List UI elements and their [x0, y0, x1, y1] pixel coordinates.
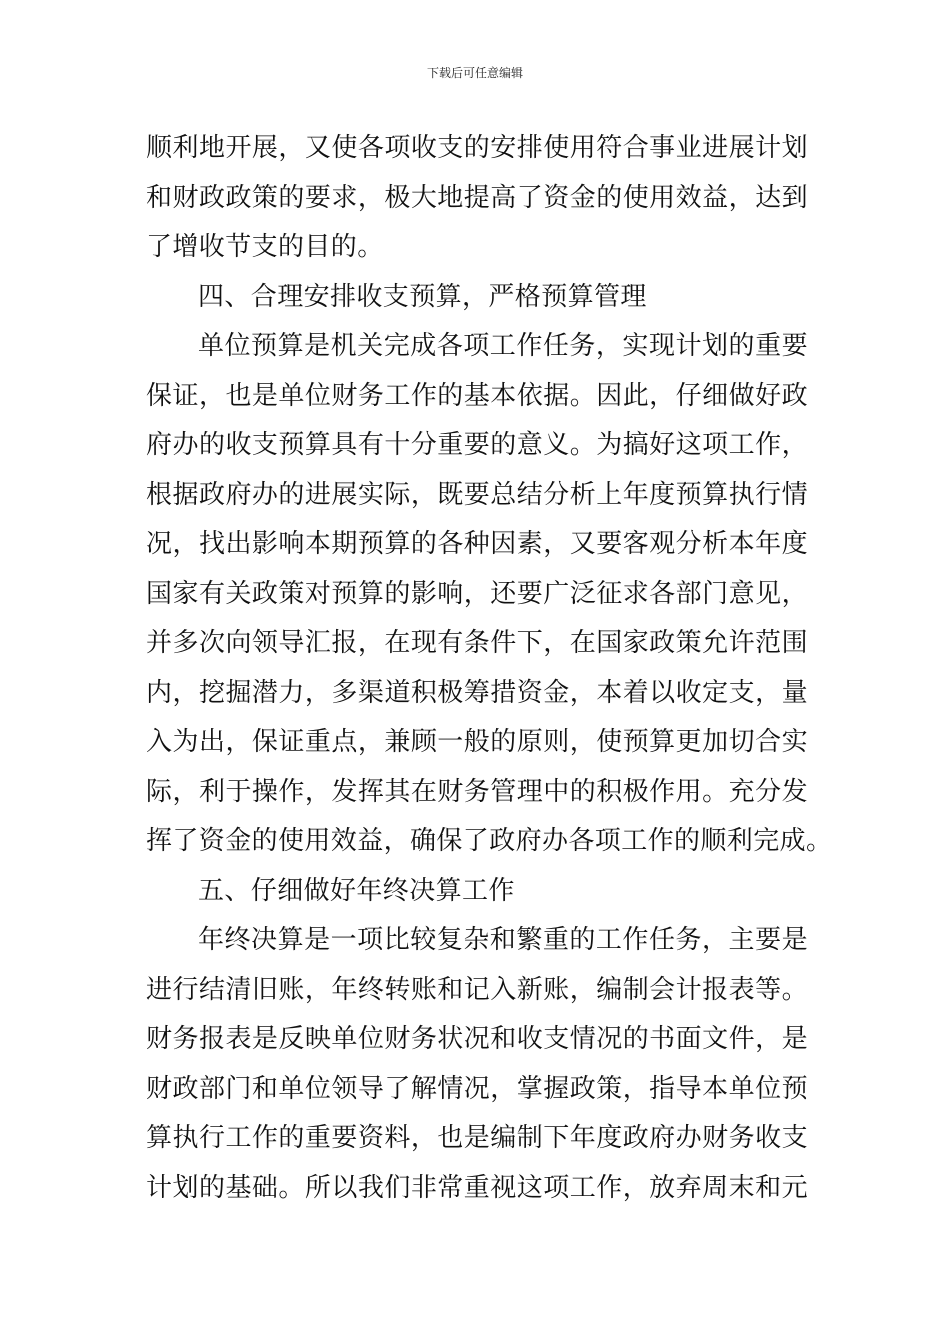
paragraph-line: 财政部门和单位领导了解情况，掌握政策，指导本单位预 — [146, 1073, 808, 1104]
paragraph-line: 入为出，保证重点，兼顾一般的原则，使预算更加切合实 — [146, 727, 808, 757]
paragraph-line: 保证，也是单位财务工作的基本依据。因此，仔细做好政 — [146, 380, 808, 411]
page-header-note: 下载后可任意编辑 — [426, 66, 523, 80]
paragraph-line: 和财政政策的要求，极大地提高了资金的使用效益，达到 — [146, 182, 808, 213]
paragraph-line: 年终决算是一项比较复杂和繁重的工作任务，主要是 — [198, 925, 808, 955]
paragraph-line: 国家有关政策对预算的影响，还要广泛征求各部门意见， — [146, 578, 808, 609]
paragraph-line: 况，找出影响本期预算的各种因素，又要客观分析本年度 — [146, 529, 808, 559]
paragraph-line: 挥了资金的使用效益，确保了政府办各项工作的顺利完成。 — [146, 826, 833, 856]
paragraph-line: 计划的基础。所以我们非常重视这项工作，放弃周末和元 — [146, 1172, 808, 1203]
paragraph-line: 府办的收支预算具有十分重要的意义。为搞好这项工作， — [146, 430, 808, 460]
paragraph-line: 际，利于操作，发挥其在财务管理中的积极作用。充分发 — [146, 776, 808, 807]
paragraph-line: 财务报表是反映单位财务状况和收支情况的书面文件，是 — [146, 1024, 808, 1054]
paragraph-line: 单位预算是机关完成各项工作任务，实现计划的重要 — [198, 331, 808, 361]
paragraph-line: 顺利地开展，又使各项收支的安排使用符合事业进展计划 — [146, 133, 808, 163]
paragraph-line: 了增收节支的目的。 — [146, 232, 384, 262]
paragraph-line: 进行结清旧账，年终转账和记入新账，编制会计报表等。 — [146, 974, 808, 1005]
paragraph-line: 内，挖掘潜力，多渠道积极筹措资金，本着以收定支，量 — [146, 677, 808, 708]
section-heading: 五、仔细做好年终决算工作 — [198, 875, 515, 906]
paragraph-line: 算执行工作的重要资料，也是编制下年度政府办财务收支 — [146, 1123, 808, 1153]
paragraph-line: 根据政府办的进展实际，既要总结分析上年度预算执行情 — [146, 479, 808, 510]
section-heading: 四、合理安排收支预算，严格预算管理 — [198, 281, 647, 312]
paragraph-line: 并多次向领导汇报，在现有条件下，在国家政策允许范围 — [146, 628, 808, 658]
document-body — [146, 124, 833, 1213]
